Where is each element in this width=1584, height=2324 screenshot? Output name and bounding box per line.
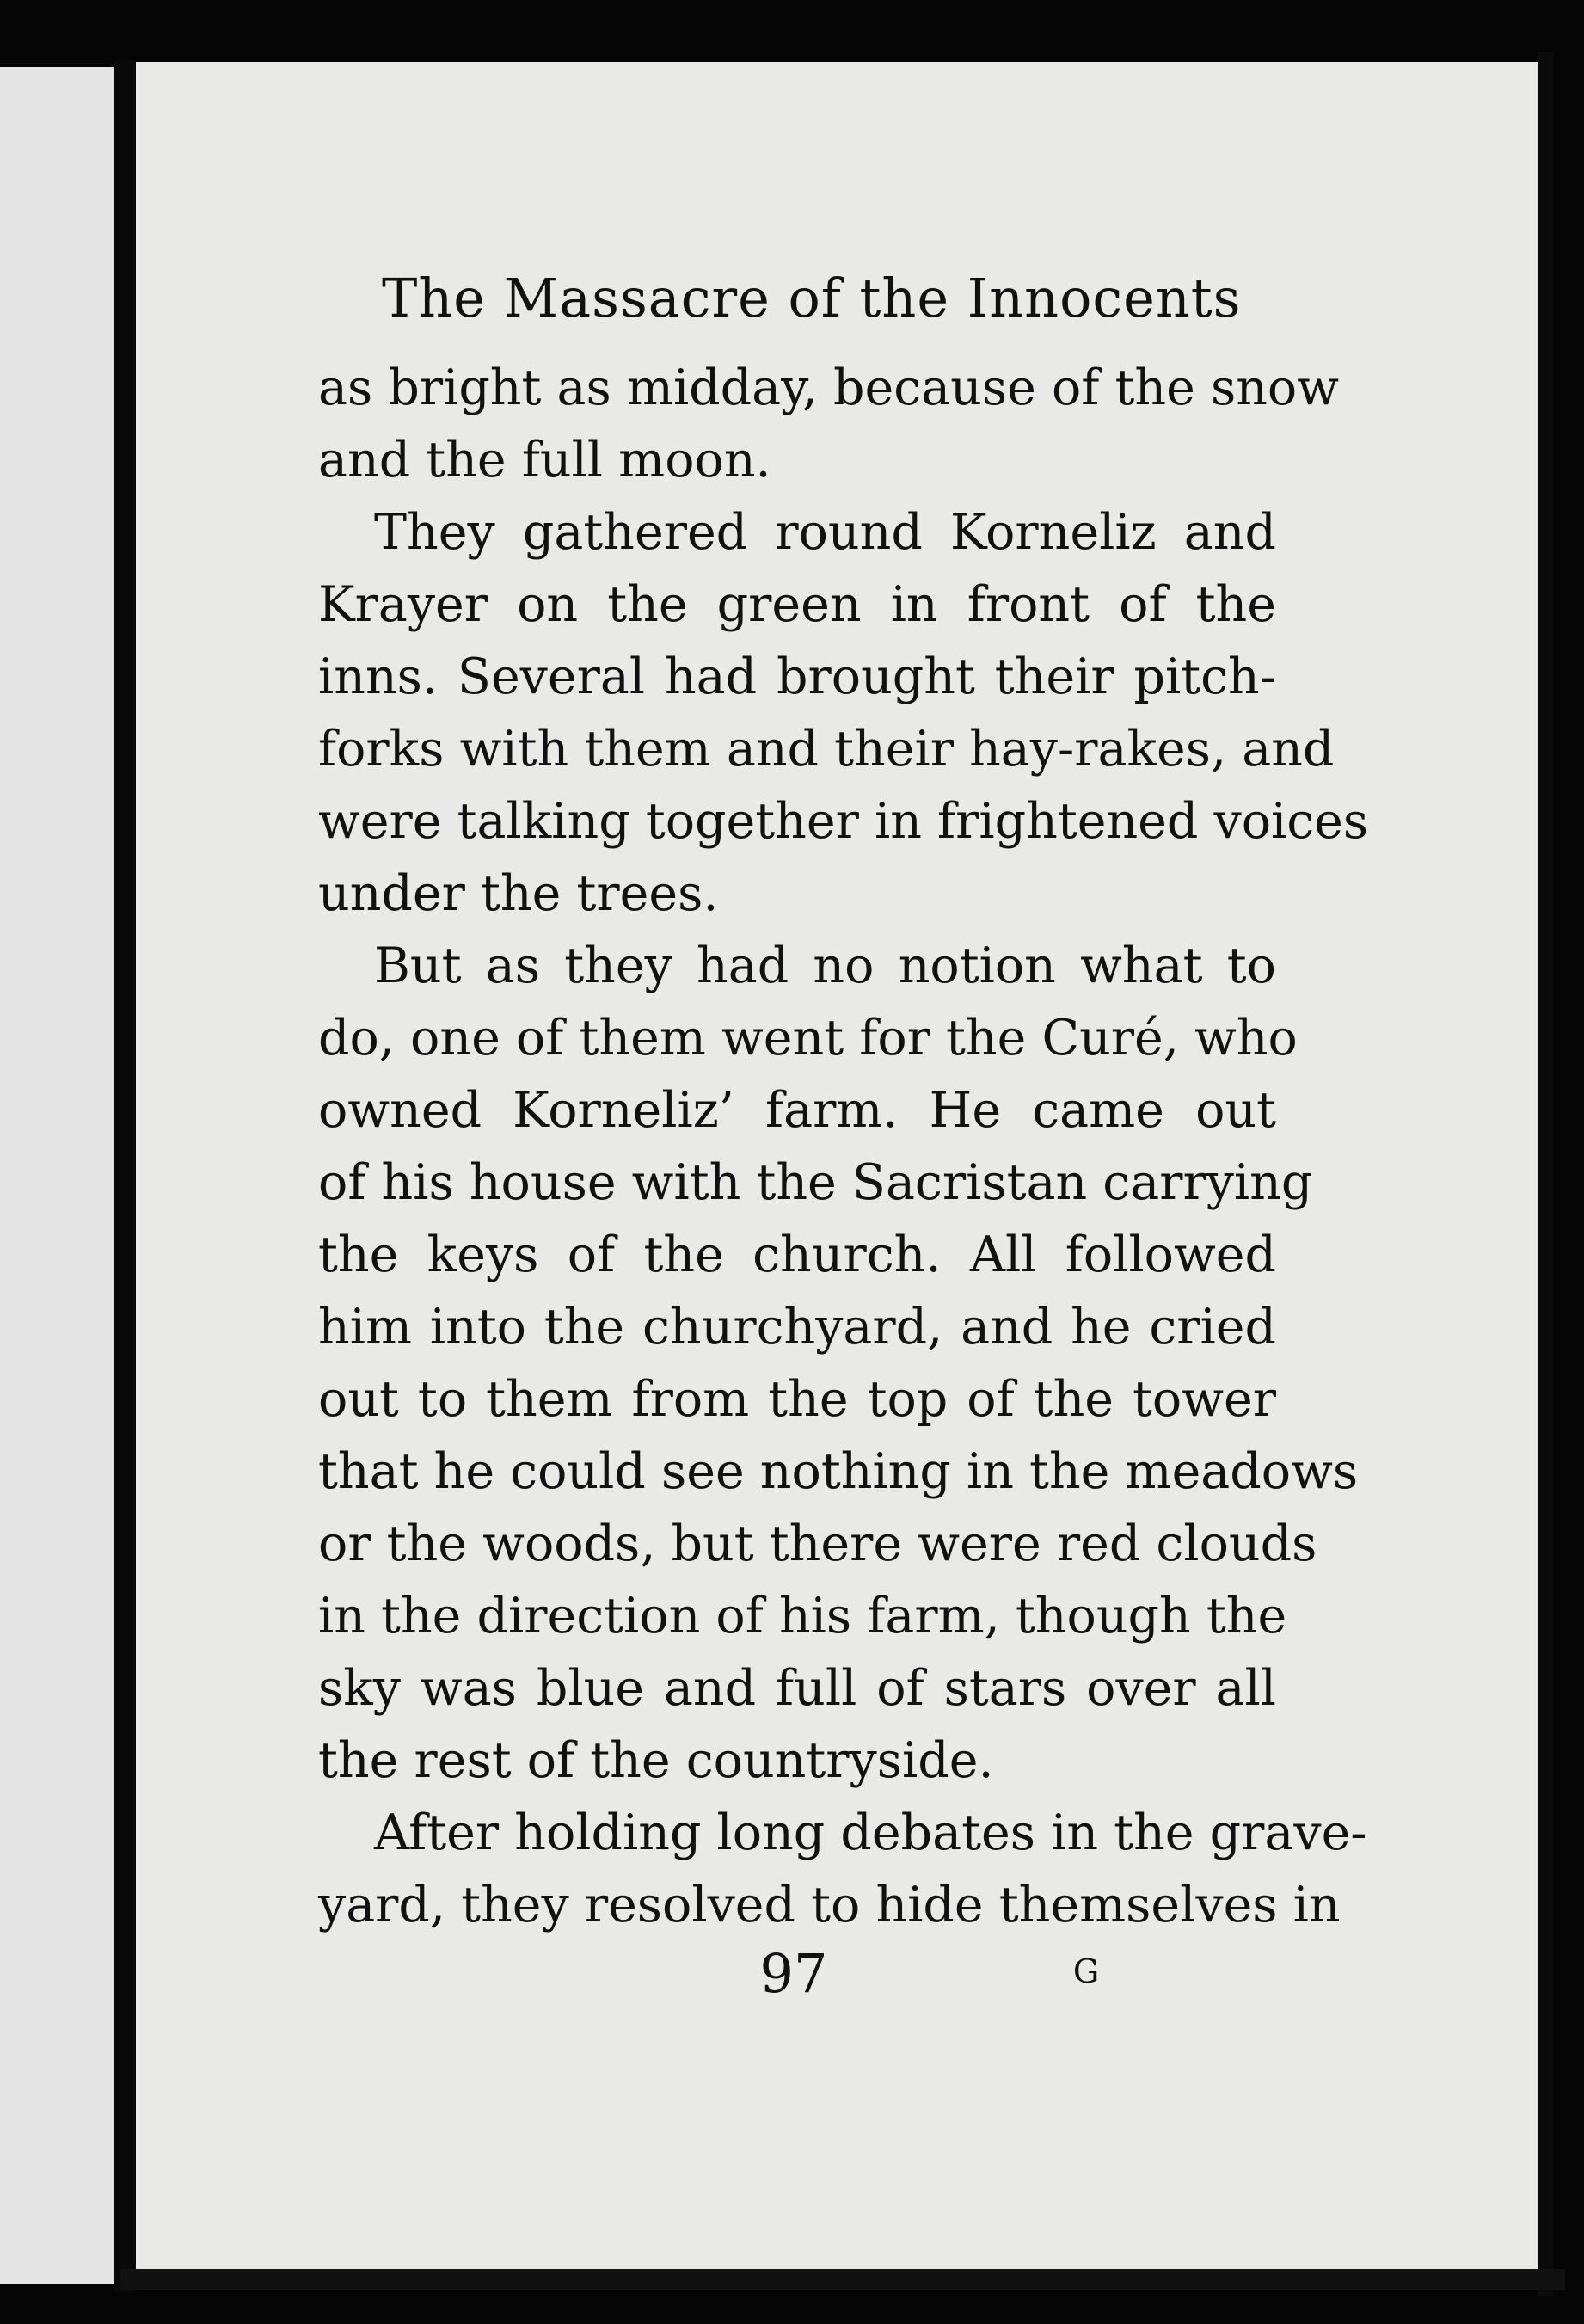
text-line: do, one of them went for the Curé, who — [318, 1010, 1298, 1067]
text-line: the keys of the church. All followed — [318, 1227, 1276, 1283]
text-line: were talking together in frightened voices — [318, 793, 1369, 850]
text-line: owned Korneliz’ farm. He came out — [318, 1082, 1276, 1139]
text-line: in the direction of his farm, though the — [318, 1588, 1287, 1645]
left-page-edge — [0, 67, 114, 2284]
text-line: yard, they resolved to hide themselves in — [318, 1877, 1341, 1934]
text-line: and the full moon. — [318, 432, 771, 489]
text-line: But as they had no notion what to — [374, 938, 1276, 994]
text-line: They gathered round Korneliz and — [374, 504, 1276, 561]
text-line: under the trees. — [318, 865, 719, 922]
text-line: that he could see nothing in the meadows — [318, 1443, 1359, 1500]
text-line: as bright as midday, because of the snow — [318, 360, 1340, 416]
signature-mark: G — [1072, 1952, 1100, 1990]
bottom-page-shadow — [120, 2269, 1565, 2290]
text-line: or the woods, but there were red clouds — [318, 1516, 1317, 1572]
text-line: out to them from the top of the tower — [318, 1371, 1276, 1428]
text-line: After holding long debates in the grave- — [374, 1804, 1367, 1861]
book-binding-shadow — [114, 60, 136, 2292]
right-page-shadow — [1538, 52, 1553, 2296]
text-line: Krayer on the green in front of the — [318, 576, 1276, 633]
text-line: of his house with the Sacristan carrying — [318, 1154, 1313, 1211]
running-head: The Massacre of the Innocents — [382, 267, 1242, 329]
page-number: 97 — [759, 1942, 828, 2005]
text-line: forks with them and their hay-rakes, and — [318, 721, 1335, 778]
text-line: the rest of the countryside. — [318, 1732, 994, 1789]
text-line: inns. Several had brought their pitch- — [318, 649, 1276, 705]
text-line: sky was blue and full of stars over all — [318, 1660, 1276, 1717]
text-line: him into the churchyard, and he cried — [318, 1299, 1276, 1356]
